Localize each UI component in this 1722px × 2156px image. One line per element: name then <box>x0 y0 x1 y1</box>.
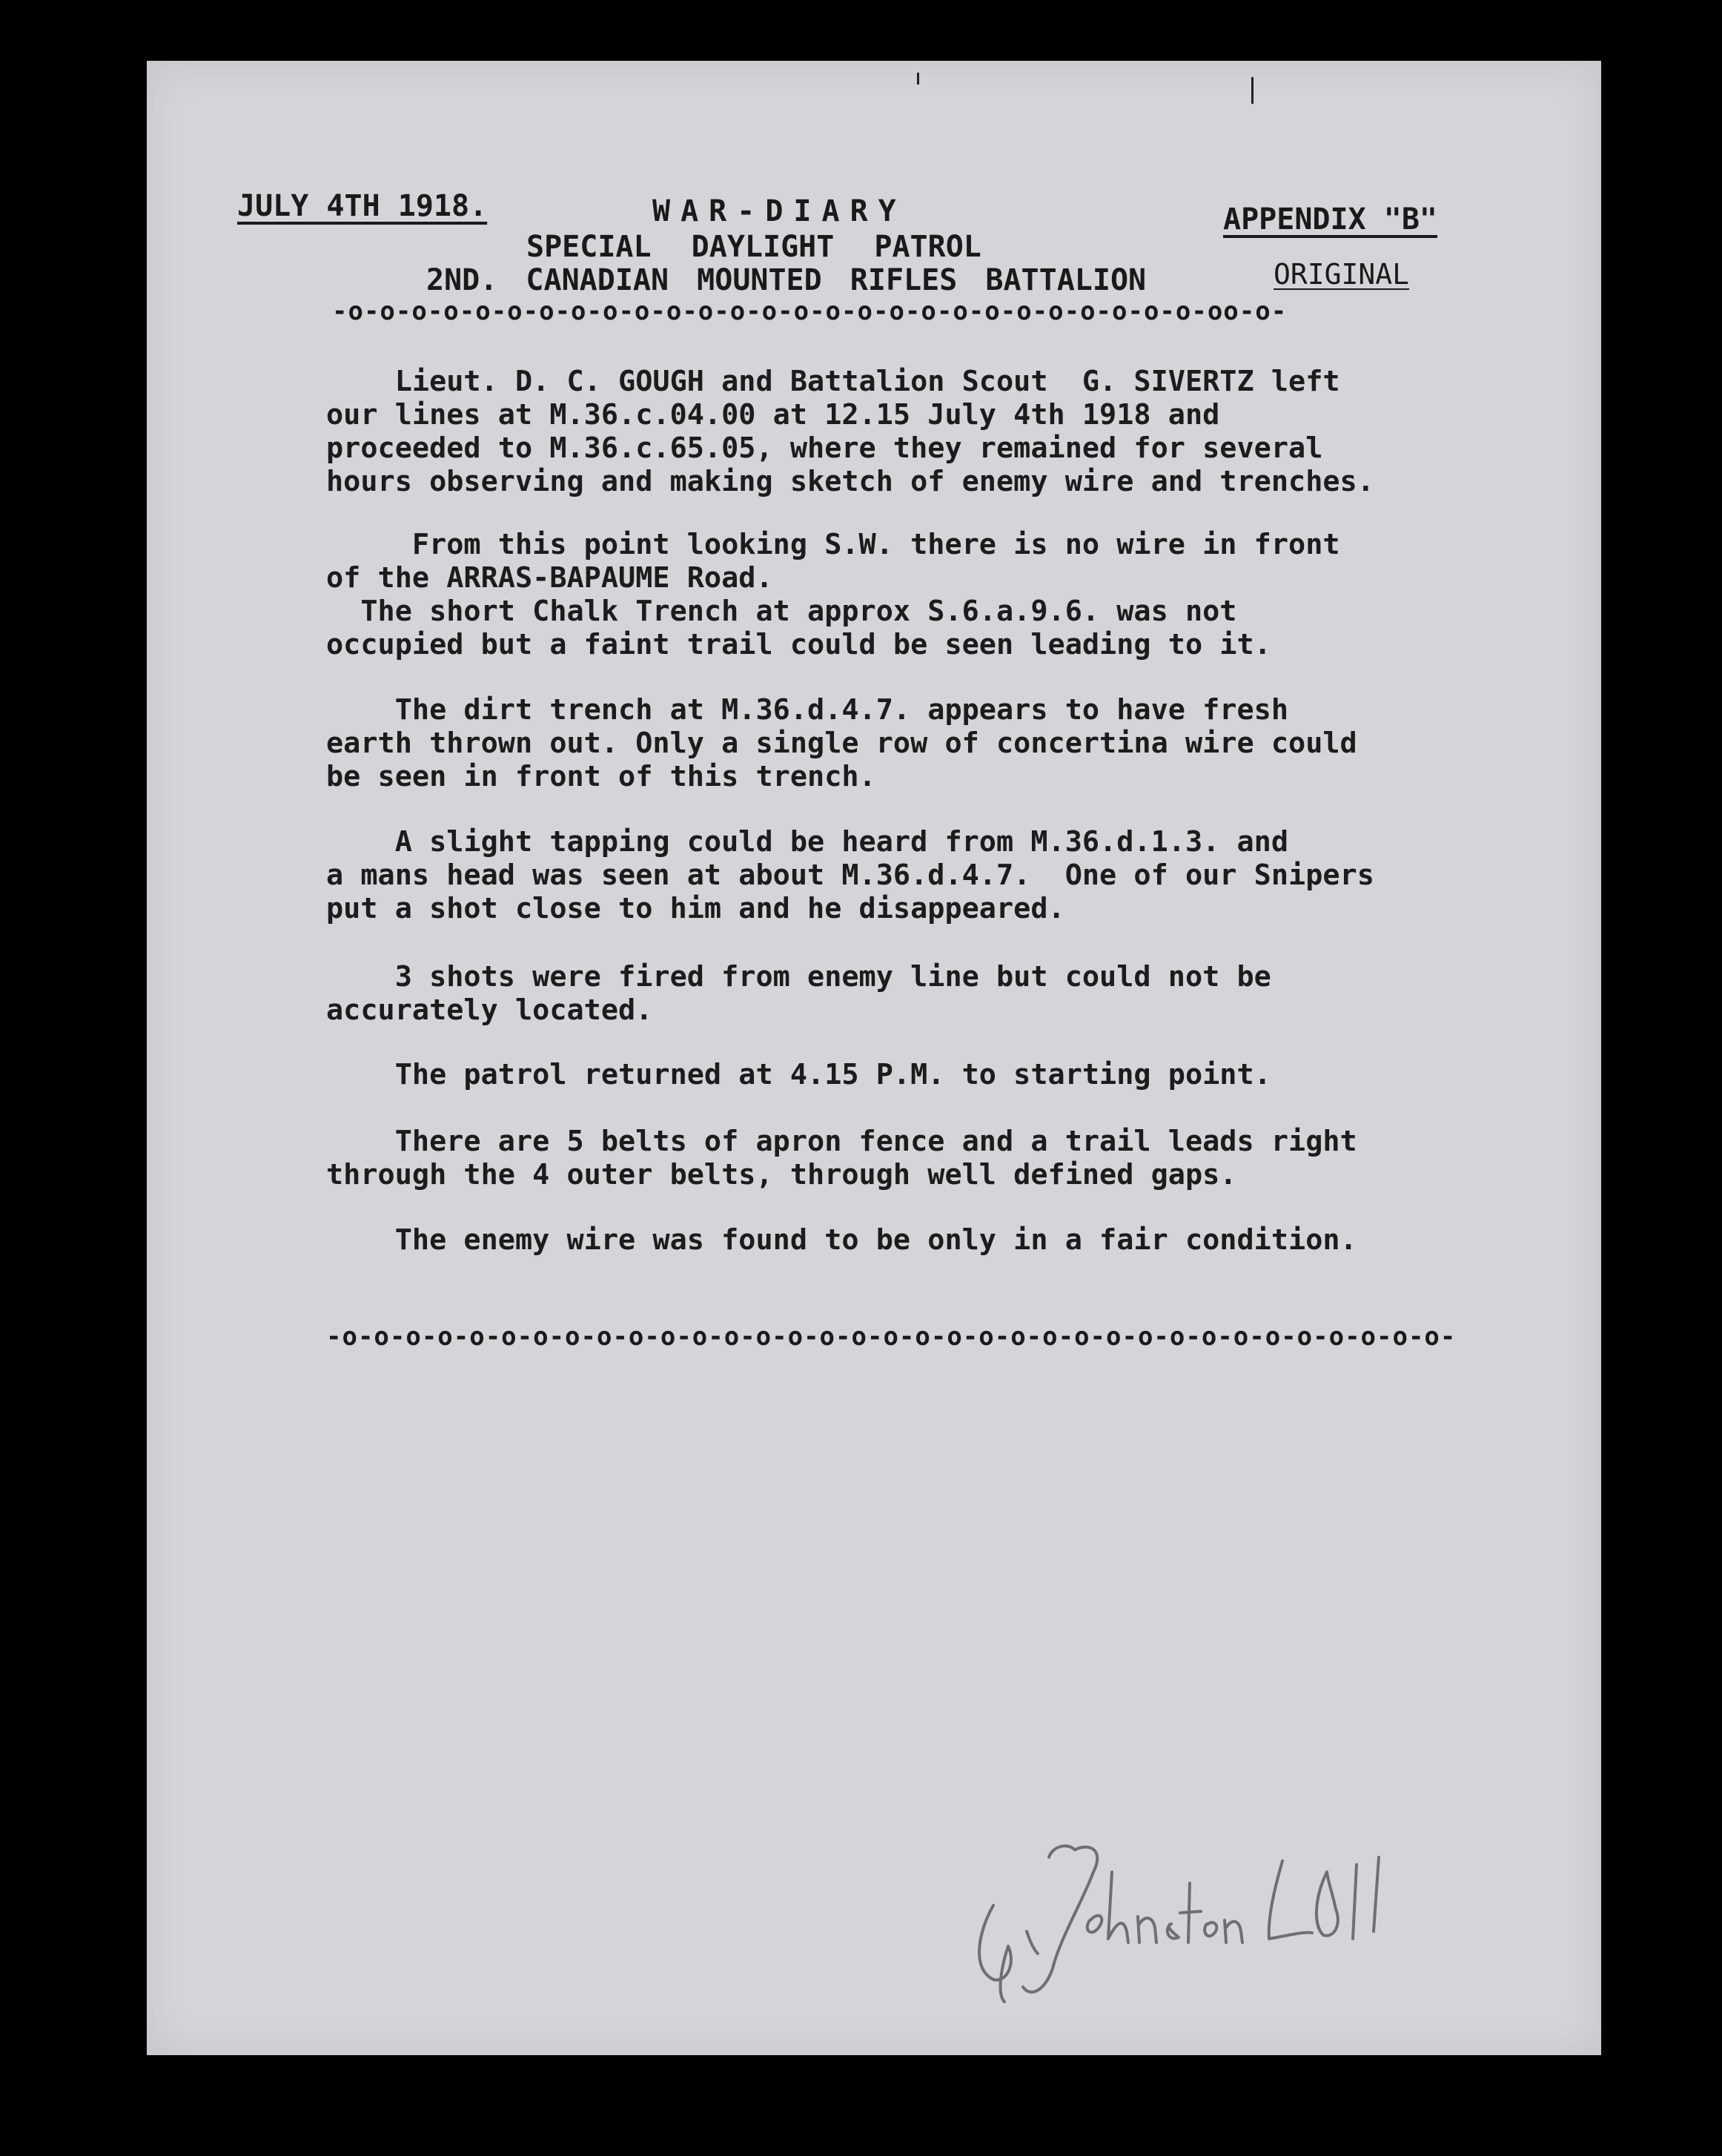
paragraph-3 <box>326 693 1483 793</box>
header-original-label: ORIGINAL <box>1274 258 1410 291</box>
header-patrol: SPECIAL DAYLIGHT PATROL <box>526 230 981 264</box>
paragraph-line: The patrol returned at 4.15 P.M. to starting point. <box>326 1058 1271 1091</box>
paragraph-line: proceeded to M.36.c.65.05, where they remained for several <box>326 431 1323 465</box>
paragraph-line: accurately located. <box>326 993 653 1027</box>
paragraph-line: put a shot close to him and he disappeared. <box>326 892 1065 925</box>
paragraph-8 <box>326 1223 1483 1257</box>
paragraph-4 <box>326 825 1483 925</box>
paragraph-line: hours observing and making sketch of enemy wire and trenches. <box>326 465 1374 498</box>
paragraph-2 <box>326 528 1483 661</box>
paragraph-line: be seen in front of this trench. <box>326 760 876 793</box>
scan-speck <box>917 73 919 85</box>
divider-top: -o-o-o-o-o-o-o-o-o-o-o-o-o-o-o-o-o-o-o-o-o-o-o-o-o-o-o-oo-o- <box>332 297 1288 326</box>
paragraph-line: through the 4 outer belts, through well defined gaps. <box>326 1158 1237 1191</box>
paragraph-line: There are 5 belts of apron fence and a trail leads right <box>326 1125 1357 1158</box>
divider-bottom: -o-o-o-o-o-o-o-o-o-o-o-o-o-o-o-o-o-o-o-o-o-o-o-o-o-o-o-o-o-o-o-o-o-o-o- <box>326 1322 1457 1352</box>
paragraph-line: 3 shots were fired from enemy line but could not be <box>326 960 1271 993</box>
paragraph-line: From this point looking S.W. there is no wire in front <box>326 528 1340 561</box>
handwritten-signature <box>964 1820 1497 2013</box>
paragraph-1 <box>326 365 1483 498</box>
header-date: JULY 4TH 1918. <box>237 189 488 223</box>
paragraph-line: Lieut. D. C. GOUGH and Battalion Scout G. SIVERTZ left <box>326 365 1340 398</box>
paragraph-line: The short Chalk Trench at approx S.6.a.9.6. was not <box>326 595 1237 628</box>
paragraph-line: occupied but a faint trail could be seen leading to it. <box>326 628 1271 661</box>
header-battalion: 2ND. CANADIAN MOUNTED RIFLES BATTALION <box>426 263 1147 297</box>
paragraph-line: A slight tapping could be heard from M.36.d.1.3. and <box>326 825 1289 859</box>
paragraph-line: a mans head was seen at about M.36.d.4.7. One of our Snipers <box>326 859 1374 892</box>
paragraph-6 <box>326 1058 1483 1091</box>
paragraph-line: The enemy wire was found to be only in a fair condition. <box>326 1223 1357 1257</box>
paragraph-line: our lines at M.36.c.04.00 at 12.15 July 4th 1918 and <box>326 398 1220 431</box>
paragraph-7 <box>326 1125 1483 1191</box>
paragraph-line: of the ARRAS-BAPAUME Road. <box>326 561 773 595</box>
paragraph-line: earth thrown out. Only a single row of concertina wire could <box>326 727 1357 760</box>
scan-speck <box>1251 77 1254 104</box>
header-appendix: APPENDIX "B" <box>1223 202 1437 237</box>
paragraph-line: The dirt trench at M.36.d.4.7. appears to have fresh <box>326 693 1289 727</box>
paragraph-5 <box>326 960 1483 1027</box>
header-title: WAR-DIARY <box>652 194 907 228</box>
